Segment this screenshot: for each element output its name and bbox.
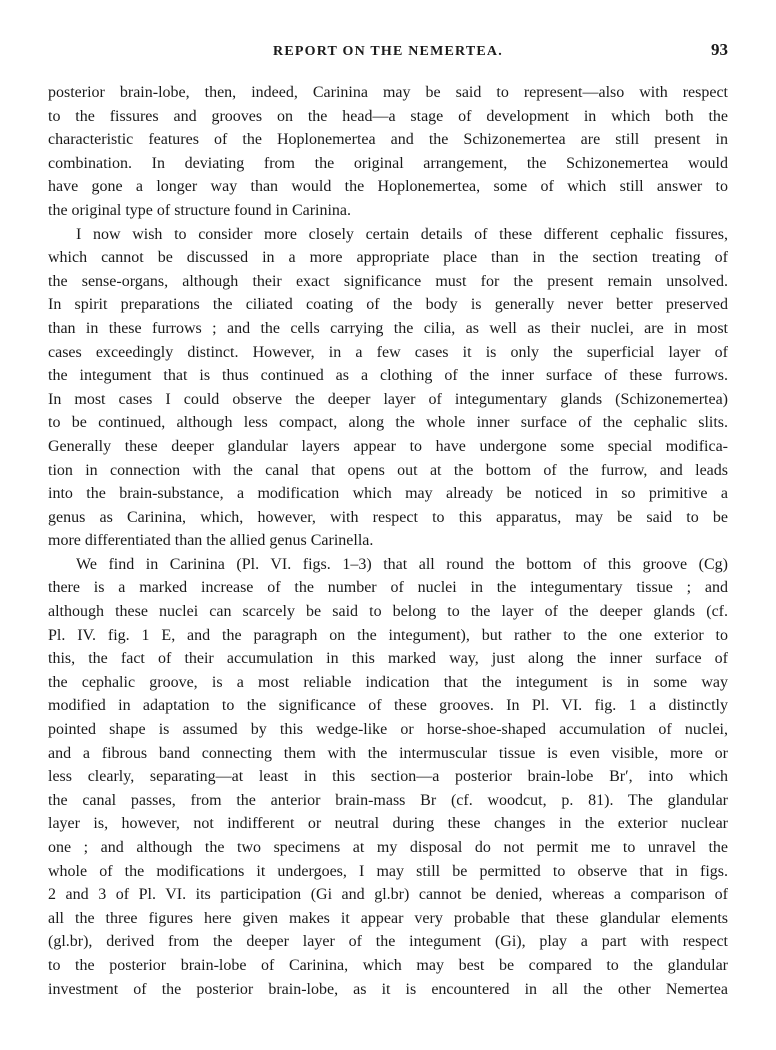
- text-line: 2 and 3 of Pl. VI. its participation (Gi and gl.br) cannot be denied, whereas a comparison of: [48, 886, 728, 904]
- text-line: this, the fact of their accumulation in this marked way, just along the inner surface of: [48, 650, 728, 668]
- running-title: REPORT ON THE NEMERTEA.: [273, 44, 503, 59]
- text-line: Pl. IV. fig. 1 E, and the paragraph on the integument), but rather to the one exterior to: [48, 626, 728, 644]
- text-line: I now wish to consider more closely certain details of these different cephalic fissures,: [76, 225, 728, 243]
- text-line: genus as Carinina, which, however, with respect to this apparatus, may be said to be: [48, 508, 728, 526]
- text-line: than in these furrows ; and the cells carrying the cilia, as well as their nuclei, are in most: [48, 319, 728, 337]
- text-line: and a fibrous band connecting them with the intermuscular tissue is even visible, more or: [48, 744, 728, 762]
- text-line: the sense-organs, although their exact significance must for the present remain unsolved.: [48, 272, 728, 290]
- text-line: to the fissures and grooves on the head—a stage of development in which both the: [48, 107, 728, 125]
- text-line: which cannot be discussed in a more appropriate place than in the section treating of: [48, 249, 728, 267]
- text-line: layer is, however, not indifferent or neutral during these changes in the exterior nuclear: [48, 815, 728, 833]
- text-line: there is a marked increase of the number of nuclei in the integumentary tissue ; and: [48, 579, 728, 597]
- text-line: the integument that is thus continued as a clothing of the inner surface of these furrows.: [48, 367, 728, 385]
- text-line: the canal passes, from the anterior brain-mass Br (cf. woodcut, p. 81). The glandular: [48, 791, 728, 809]
- text-line: to the posterior brain-lobe of Carinina, which may best be compared to the glandular: [48, 956, 728, 974]
- text-line: characteristic features of the Hoplonemertea and the Schizonemertea are still present in: [48, 131, 728, 149]
- page-header: [48, 38, 728, 62]
- paragraph-3: [48, 553, 728, 1001]
- text-line: less clearly, separating—at least in this section—a posterior brain-lobe Br′, into which: [48, 768, 728, 786]
- text-line: Generally these deeper glandular layers appear to have undergone some special modifica-: [48, 437, 728, 455]
- text-line: combination. In deviating from the original arrangement, the Schizonemertea would: [48, 154, 728, 172]
- text-line: investment of the posterior brain-lobe, as it is encountered in all the other Nemertea: [48, 980, 728, 998]
- text-line: We find in Carinina (Pl. VI. figs. 1–3) that all round the bottom of this groove (Cg): [76, 555, 728, 573]
- text-line: the cephalic groove, is a most reliable indication that the integument is in some way: [48, 673, 728, 691]
- text-line: one ; and although the two specimens at my disposal do not permit me to unravel the: [48, 839, 728, 856]
- text-line: tion in connection with the canal that opens out at the bottom of the furrow, and leads: [48, 461, 728, 479]
- text-line: have gone a longer way than would the Hoplonemertea, some of which still answer to: [48, 178, 728, 196]
- paragraph-1: [48, 81, 728, 223]
- text-line: all the three figures here given makes it appear very probable that these glandular elements: [48, 909, 728, 927]
- page-number: 93: [711, 40, 728, 59]
- text-line: posterior brain-lobe, then, indeed, Carinina may be said to represent—also with respect: [48, 84, 728, 101]
- text-line: although these nuclei can scarcely be said to belong to the layer of the deeper glands (cf.: [48, 603, 728, 621]
- text-line: In spirit preparations the ciliated coating of the body is generally never better preserved: [48, 296, 728, 314]
- text-line: modified in adaptation to the significance of these grooves. In Pl. VI. fig. 1 a distinctly: [48, 697, 728, 715]
- text-line: In most cases I could observe the deeper layer of integumentary glands (Schizonemertea): [48, 390, 728, 408]
- text-line: pointed shape is assumed by this wedge-like or horse-shoe-shaped accumulation of nuclei,: [48, 721, 728, 739]
- text-line: cases exceedingly distinct. However, in a few cases it is only the superficial layer of: [48, 343, 728, 361]
- text-line: whole of the modifications it undergoes, I may still be permitted to observe that in figs.: [48, 862, 728, 880]
- body-text: [48, 81, 728, 1001]
- text-line: the original type of structure found in Carinina.: [48, 201, 352, 219]
- text-line: (gl.br), derived from the deeper layer of the integument (Gi), play a part with respect: [48, 933, 728, 951]
- document-page: [48, 38, 728, 1001]
- paragraph-2: [48, 223, 728, 553]
- text-line: into the brain-substance, a modification which may already be noticed in so primitive a: [48, 485, 728, 503]
- text-line: more differentiated than the allied genus Carinella.: [48, 532, 374, 550]
- text-line: to be continued, although less compact, along the whole inner surface of the cephalic slits.: [48, 414, 728, 432]
